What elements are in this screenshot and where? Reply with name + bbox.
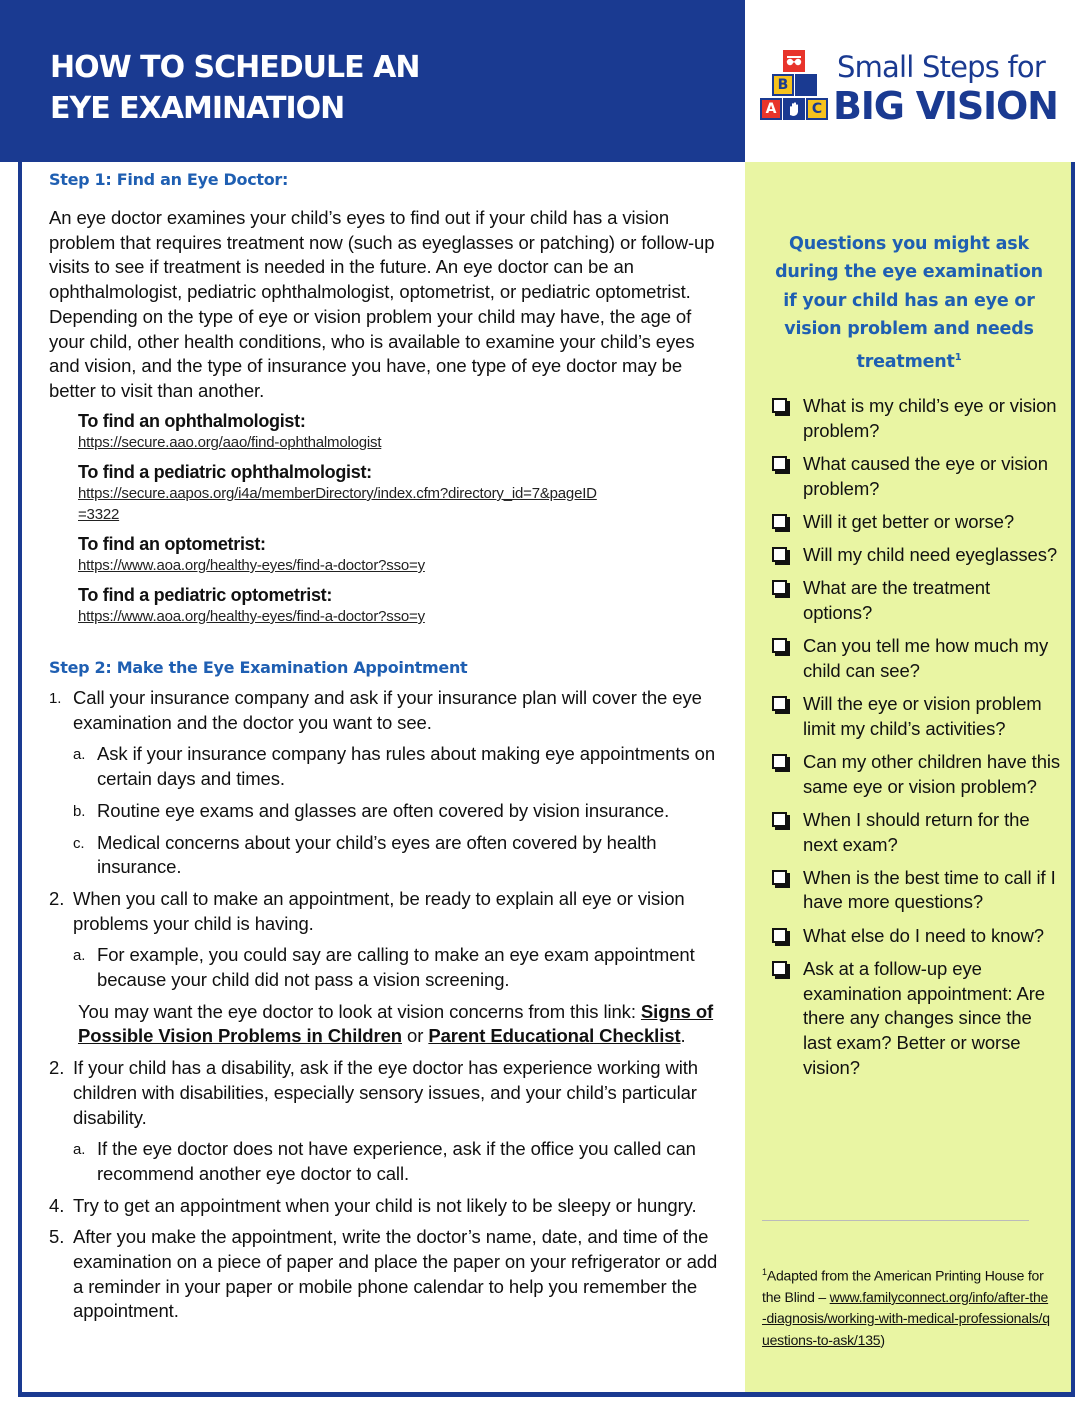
footnote-number: 1 [762,1267,767,1277]
checkbox-icon[interactable] [772,812,788,828]
item-number: 2. [49,1057,65,1079]
checkbox-icon[interactable] [772,754,788,770]
footnote-mark: 1 [954,351,962,363]
checkbox-icon[interactable] [772,580,788,596]
checklist-text: Will it get better or worse? [803,510,1015,532]
note-mid: or [402,1025,429,1047]
glasses-icon [785,52,803,70]
blank-block-icon [795,74,817,96]
question-checklist [772,394,1062,1089]
doctor-finder-list [78,410,718,635]
finder-link[interactable]: https://www.aoa.org/healthy-eyes/find-a-doctor?sso=y [78,608,425,625]
sidebar-divider [762,1220,1029,1221]
item-number: 2. [49,887,65,909]
abc-blocks-logo-icon [756,48,832,126]
checklist-item [772,576,1062,625]
subitem-text: Ask if your insurance company has rules about making eye appointments on certain days and times. [97,743,716,790]
step1-intro: An eye doctor examines your child’s eyes to find out if your child has a vision problem that requires treatment now (such as eyeglasses or patching) or follow-up visits to see if treatment is needed in the future. An eye doctor can be an ophthalmologist, pediatric ophthalmologist, optometrist, or pediatric optometrist. Depending on the type of eye or vision problem your child may have, the age of your child, other health conditions, who is available to examine your child’s eyes and vision, and the type of insurance you have, one type of eye doctor may be better to visit than another. [49,207,715,401]
finder-label: To find an ophthalmologist: [78,411,306,431]
step1-heading: Step 1: Find an Eye Doctor: [49,170,289,189]
subitem-letter: a. [73,947,86,965]
checklist-item [772,510,1062,535]
checkbox-icon[interactable] [772,547,788,563]
questions-heading-text: Questions you might ask during the eye examination if your child has an eye or vision problem and needs treatment [775,234,1043,372]
finder-ophthalmologist [78,410,718,453]
logo-text-small-steps: Small Steps for [837,50,1045,84]
questions-heading [768,230,1050,376]
checklist-text: What caused the eye or vision problem? [803,452,1048,499]
item-text: Call your insurance company and ask if your insurance plan will cover the eye examination and the doctor you want to see. [73,687,702,733]
step2-heading: Step 2: Make the Eye Examination Appointment [49,658,468,677]
checkbox-icon[interactable] [772,638,788,654]
right-border [1071,162,1075,1396]
checklist-item [772,866,1062,915]
note-end: . [680,1025,686,1047]
item-text: Try to get an appointment when your child is not likely to be sleepy or hungry. [73,1194,697,1216]
finder-optometrist [78,533,718,576]
footnote-close: ) [880,1331,885,1348]
checkbox-icon[interactable] [772,928,788,944]
checklist-text: Can my other children have this same eye or vision problem? [803,750,1061,797]
checklist-text: Can you tell me how much my child can see? [803,635,1049,681]
checklist-item [772,692,1062,741]
checkbox-icon[interactable] [772,696,788,712]
list-item [49,887,729,936]
list-subitem [49,799,729,824]
step2-list [49,686,729,1331]
glasses-block-icon [783,50,805,72]
checkbox-icon[interactable] [772,398,788,414]
checklist-text: When I should return for the next exam? [803,808,1030,855]
signs-of-vision-problems-link[interactable]: Signs of Possible Vision Problems in Children [78,1000,714,1047]
item-text: When you call to make an appointment, be ready to explain all eye or vision problems your child is having. [73,887,685,934]
footnote [762,1262,1052,1351]
finder-link[interactable]: https://secure.aapos.org/i4a/memberDirectory/index.cfm?directory_id=7&pageID=3322 [78,485,597,523]
checklist-text: When is the best time to call if I have more questions? [803,866,1056,913]
list-item [49,686,729,735]
checklist-item [772,957,1062,1081]
logo-text-big-vision: BIG VISION [833,84,1058,128]
item-number: 1. [49,690,62,707]
title-line-1: HOW TO SCHEDULE AN [50,50,420,85]
vision-concerns-note [49,1000,729,1049]
subitem-letter: c. [73,834,85,852]
footnote-link[interactable]: www.familyconnect.org/info/after-the-diagnosis/working-with-medical-professionals/questions-to-ask/135 [762,1288,1050,1348]
bottom-border [18,1392,1075,1397]
block-b: B [772,74,794,96]
checklist-item [772,634,1062,683]
checklist-text: What is my child’s eye or vision problem? [803,395,1057,441]
subitem-letter: a. [73,1141,86,1159]
list-subitem [49,943,729,992]
step1-section [49,170,739,190]
checklist-item [772,394,1062,443]
item-number: 5. [49,1226,65,1248]
left-border [18,162,22,1396]
finder-label: To find an optometrist: [78,534,266,554]
checklist-item [772,543,1062,568]
checklist-text: What are the treatment options? [803,577,991,623]
footnote-text: Adapted from the American Printing House for the Blind – [762,1267,1044,1305]
step2-section [49,658,739,678]
subitem-text: Routine eye exams and glasses are often covered by vision insurance. [97,799,670,821]
item-text: After you make the appointment, write the doctor’s name, date, and time of the examination on a piece of paper and place the paper on your refrigerator or add a reminder in your paper or mobile phone calendar to help you remember the appointment. [73,1226,718,1322]
list-subitem [49,1137,729,1186]
header-band [0,0,745,162]
block-a: A [760,98,782,120]
parent-educational-checklist-link[interactable]: Parent Educational Checklist [428,1025,681,1047]
checkbox-icon[interactable] [772,514,788,530]
checkbox-icon[interactable] [772,456,788,472]
list-item [49,1056,729,1130]
note-prefix: You may want the eye doctor to look at vision concerns from this link: [78,1000,641,1022]
checkbox-icon[interactable] [772,961,788,977]
checkbox-icon[interactable] [772,870,788,886]
finder-link[interactable]: https://www.aoa.org/healthy-eyes/find-a-doctor?sso=y [78,557,425,574]
finder-link[interactable]: https://secure.aao.org/aao/find-ophthalmologist [78,434,382,451]
finder-pediatric-optometrist [78,584,718,627]
checklist-item [772,452,1062,501]
subitem-letter: b. [73,802,86,820]
subitem-letter: a. [73,746,86,764]
checklist-text: Ask at a follow-up eye examination appointment: Are there any changes since the last exam? Better or worse vision? [803,957,1045,1078]
checklist-text: What else do I need to know? [803,924,1044,946]
finder-label: To find a pediatric ophthalmologist: [78,462,372,482]
checklist-item [772,750,1062,799]
title-line-2: EYE EXAMINATION [50,91,345,126]
page-title [50,47,730,129]
checklist-text: Will my child need eyeglasses? [803,544,1058,566]
list-subitem [49,831,729,880]
subitem-text: Medical concerns about your child’s eyes are often covered by health insurance. [97,831,657,878]
finder-label: To find a pediatric optometrist: [78,585,333,605]
checklist-item [772,924,1062,949]
checklist-item [772,808,1062,857]
list-item [49,1225,729,1324]
list-item [49,1194,729,1219]
checklist-text: Will the eye or vision problem limit my child’s activities? [803,693,1042,739]
item-number: 4. [49,1194,65,1216]
list-subitem [49,742,729,791]
hand-block-icon [783,98,805,120]
finder-pediatric-ophthalmologist [78,461,718,525]
hand-icon [785,100,803,118]
subitem-text: If the eye doctor does not have experience, ask if the office you called can recommend another eye doctor to call. [97,1138,696,1184]
item-text: If your child has a disability, ask if the eye doctor has experience working with children with disabilities, especially sensory issues, and your child’s particular disability. [73,1057,698,1128]
block-c: C [806,98,828,120]
subitem-text: For example, you could say are calling to make an eye exam appointment because your child did not pass a vision screening. [97,944,695,991]
